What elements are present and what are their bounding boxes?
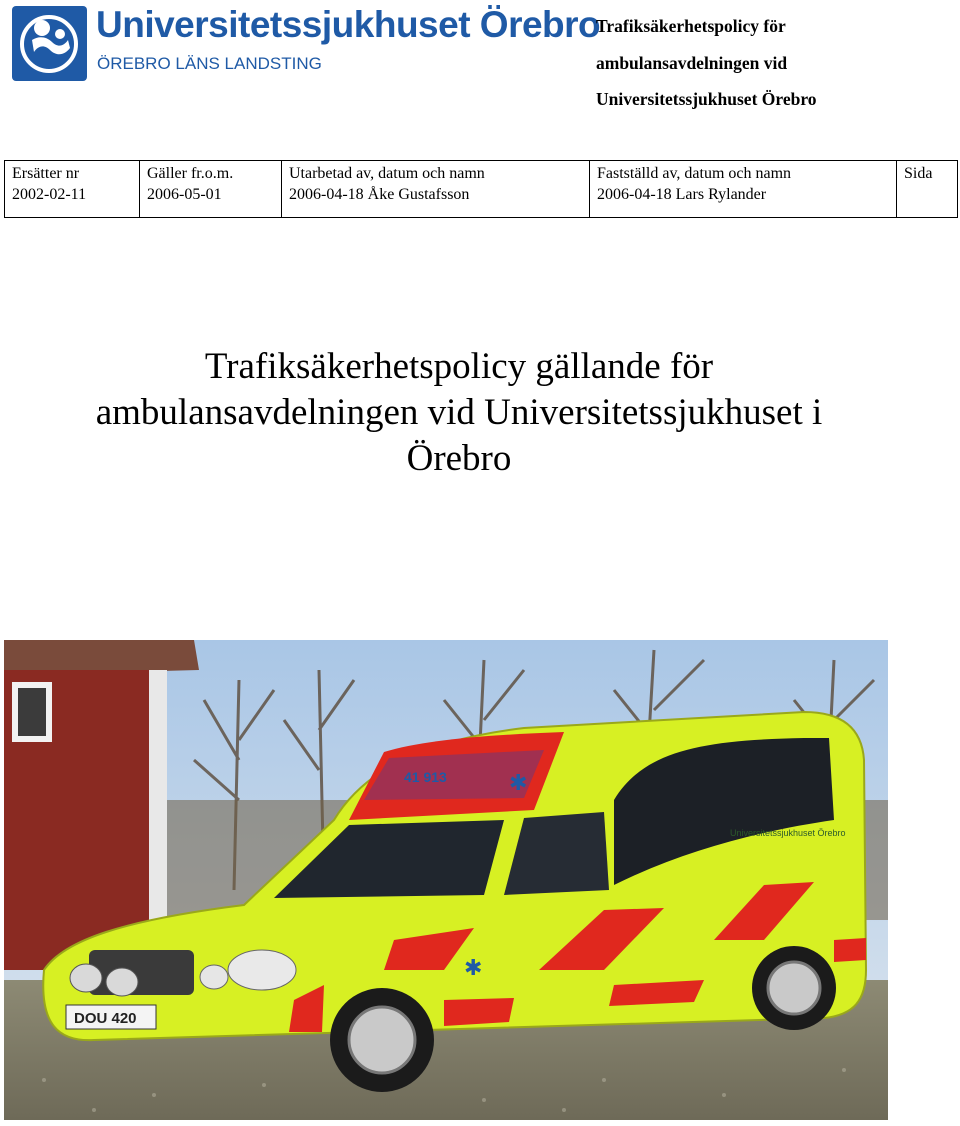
prepared-by-cell [282,161,590,218]
document-metadata-table [4,160,958,218]
approved-by-cell [590,161,897,218]
page-cell [897,161,958,218]
vehicle-lettering: Universitetssjukhuset Örebro [730,828,846,838]
logo-name: Universitetssjukhuset Örebro [96,4,601,45]
main-title-line: ambulansavdelningen vid Universitetssjukhuset i [95,392,823,433]
page-label: Sida [904,165,933,182]
valid-from-value: 2006-05-01 [147,186,222,203]
logo-emblem-icon [12,6,87,81]
hospital-logo [12,4,601,82]
valid-from-label: Gäller fr.o.m. [147,165,234,182]
replaces-label: Ersätter nr [12,165,80,182]
main-title-line: Örebro [406,438,512,479]
document-header-title [596,8,956,118]
header-title-line: Universitetssjukhuset Örebro [596,89,817,109]
license-plate: DOU 420 [74,1010,137,1027]
vehicle-number: 41 913 [404,769,447,785]
header-title-line: Trafiksäkerhetspolicy för [596,16,786,36]
main-title-line: Trafiksäkerhetspolicy gällande för [204,346,714,387]
prepared-by-value: 2006-04-18 Åke Gustafsson [289,186,470,203]
valid-from-cell [140,161,282,218]
prepared-by-label: Utarbetad av, datum och namn [289,165,485,182]
svg-text:✱: ✱ [509,771,528,796]
replaces-value: 2002-02-11 [12,186,87,203]
header-title-line: ambulansavdelningen vid [596,52,788,73]
approved-by-label: Fastställd av, datum och namn [597,165,792,182]
replaces-cell [5,161,140,218]
logo-subtitle: ÖREBRO LÄNS LANDSTING [97,54,322,73]
ambulance-photo [4,640,888,1120]
main-title [0,344,918,482]
svg-text:✱: ✱ [464,956,483,981]
approved-by-value: 2006-04-18 Lars Rylander [597,186,767,203]
